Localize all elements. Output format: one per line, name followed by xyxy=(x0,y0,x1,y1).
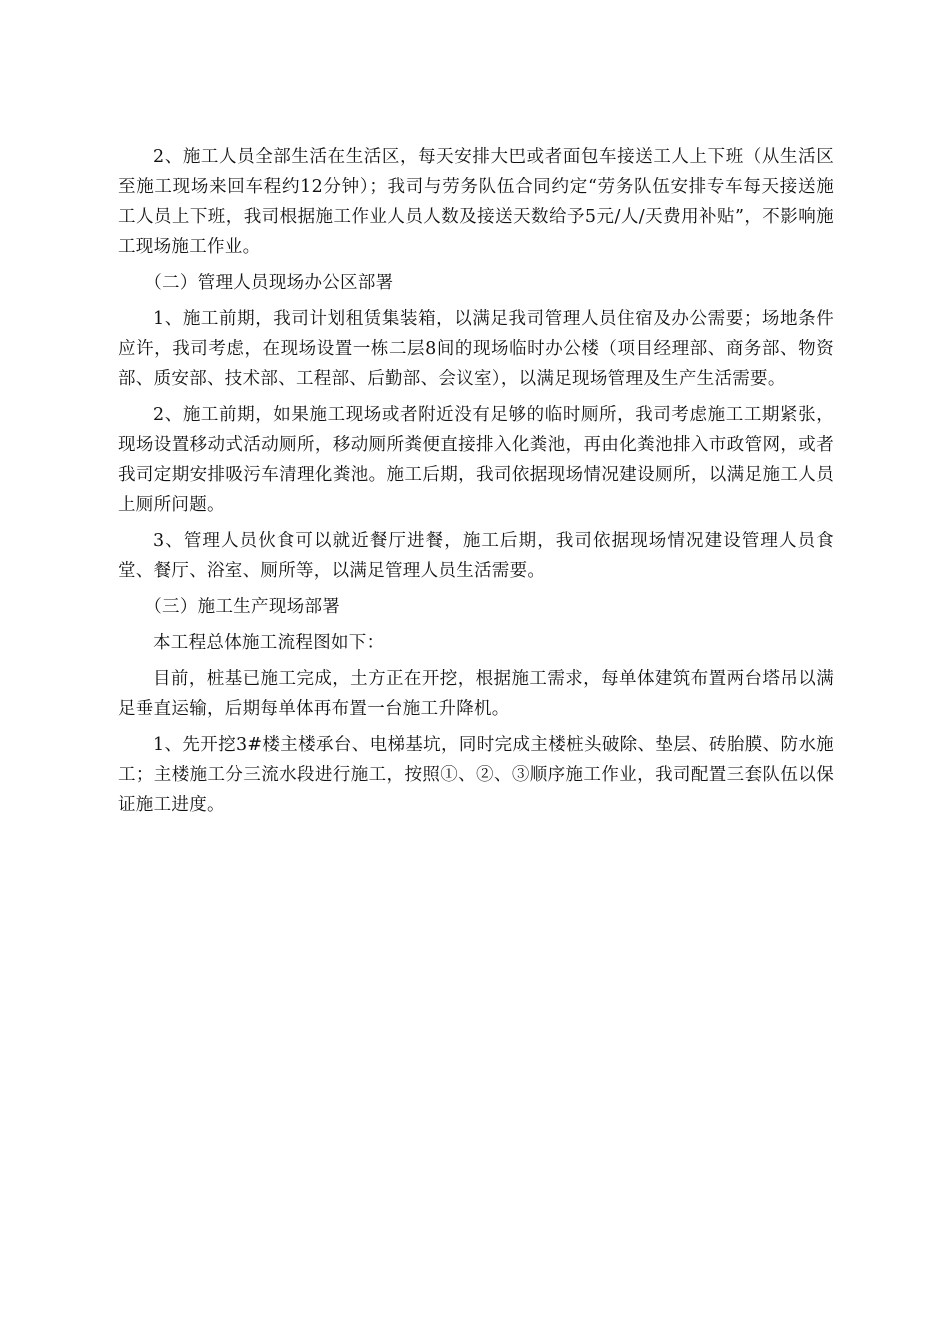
paragraph-staff-meals: 3、管理人员伙食可以就近餐厅进餐，施工后期，我司依据现场情况建设管理人员食堂、餐厅、浴室、厕所等，以满足管理人员生活需要。 xyxy=(118,531,834,581)
section-heading-production-site: （三）施工生产现场部署 xyxy=(144,597,341,617)
document-body xyxy=(118,142,834,826)
paragraph-worker-shuttle: 2、施工人员全部生活在生活区，每天安排大巴或者面包车接送工人上下班（从生活区至施工现场来回车程约12分钟）；我司与劳务队伍合同约定“劳务队伍安排专车每天接送施工人员上下班，我司根据施工作业人员人数及接送天数给予5元/人/天费用补贴”，不影响施工现场施工作业。 xyxy=(118,147,834,257)
paragraph-office-building: 1、施工前期，我司计划租赁集装箱，以满足我司管理人员住宿及办公需要；场地条件应许，我司考虑，在现场设置一栋二层8间的现场临时办公楼（项目经理部、商务部、物资部、质安部、技术部、工程部、后勤部、会议室），以满足现场管理及生产生活需要。 xyxy=(118,309,834,389)
section-heading-office-area: （二）管理人员现场办公区部署 xyxy=(144,273,394,293)
paragraph-temporary-toilets: 2、施工前期，如果施工现场或者附近没有足够的临时厕所，我司考虑施工工期紧张，现场设置移动式活动厕所，移动厕所粪便直接排入化粪池，再由化粪池排入市政管网，或者我司定期安排吸污车清理化粪池。施工后期，我司依据现场情况建设厕所，以满足施工人员上厕所问题。 xyxy=(118,405,834,515)
paragraph-excavation-plan: 1、先开挖3#楼主楼承台、电梯基坑，同时完成主楼桩头破除、垫层、砖胎膜、防水施工；主楼施工分三流水段进行施工，按照①、②、③顺序施工作业，我司配置三套队伍以保证施工进度。 xyxy=(118,735,834,815)
paragraph-current-status: 目前，桩基已施工完成，土方正在开挖，根据施工需求，每单体建筑布置两台塔吊以满足垂直运输，后期每单体再布置一台施工升降机。 xyxy=(118,669,834,719)
paragraph-flowchart-intro: 本工程总体施工流程图如下： xyxy=(153,633,385,653)
